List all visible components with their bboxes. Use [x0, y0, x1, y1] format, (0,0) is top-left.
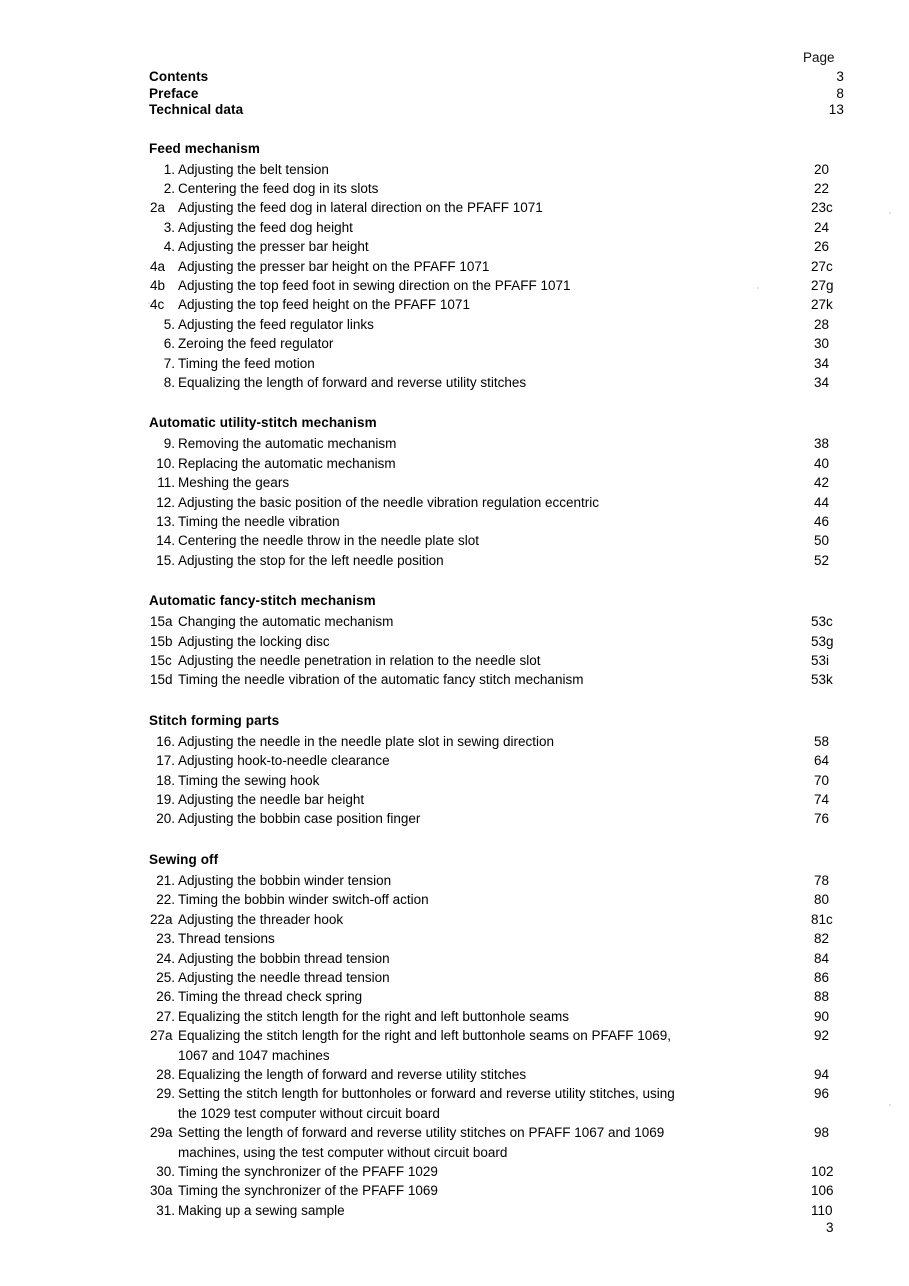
section-heading: Automatic fancy-stitch mechanism: [149, 593, 376, 609]
toc-entry-page-number: 40: [814, 455, 830, 471]
toc-entry-number: 19.: [156, 792, 175, 808]
toc-section: [149, 141, 849, 393]
toc-entry-number: 1.: [163, 161, 175, 177]
toc-entry-page-number: 84: [814, 950, 830, 966]
toc-entry-number: 2a: [150, 200, 166, 216]
toc-entry-number: 27.: [156, 1008, 175, 1024]
toc-entry-title: Zeroing the feed regulator: [178, 336, 334, 352]
toc-entry[interactable]: [149, 1123, 849, 1162]
toc-entry-page-number: 88: [814, 989, 830, 1005]
toc-entry-page-number: 78: [814, 872, 830, 888]
toc-entry-title: Adjusting the needle penetration in relation to the needle slot: [178, 653, 541, 669]
toc-entry[interactable]: [149, 160, 849, 179]
toc-entry-number: 21.: [156, 872, 175, 888]
toc-entry-number: 23.: [156, 931, 175, 947]
toc-entry-title: Setting the stitch length for buttonholes or forward and reverse utility stitches, using the 1029 test computer without circuit board: [178, 1086, 675, 1121]
toc-entry-title: Adjusting the top feed foot in sewing direction on the PFAFF 1071: [178, 277, 571, 293]
toc-entry[interactable]: [149, 1007, 849, 1026]
toc-entry[interactable]: [149, 512, 849, 531]
toc-entry[interactable]: [149, 334, 849, 353]
toc-entry-number: 17.: [156, 753, 175, 769]
toc-entry-number: 15b: [150, 633, 173, 649]
toc-entry[interactable]: [149, 531, 849, 550]
toc-entry-title: Equalizing the length of forward and reverse utility stitches: [178, 1066, 527, 1082]
toc-entry[interactable]: [149, 670, 849, 689]
toc-entry[interactable]: [149, 732, 849, 751]
toc-entry-title: Replacing the automatic mechanism: [178, 455, 396, 471]
toc-entry-title: Equalizing the stitch length for the right and left buttonhole seams on PFAFF 1069, 1067 and 1047 machines: [178, 1028, 672, 1063]
toc-entry-page-number: 110: [811, 1202, 833, 1218]
section-heading: Feed mechanism: [149, 140, 260, 156]
front-matter-row[interactable]: [149, 102, 849, 119]
toc-entry-page-number: 106: [811, 1183, 834, 1199]
toc-entry-page-number: 34: [814, 374, 830, 390]
toc-entry-page-number: 53i: [811, 653, 830, 669]
toc-entry-page-number: 38: [814, 436, 830, 452]
toc-entry-page-number: 96: [814, 1086, 830, 1102]
toc-entry-title: Timing the needle vibration: [178, 514, 340, 529]
toc-entry-number: 25.: [156, 969, 175, 985]
toc-entry-title: Adjusting the needle thread tension: [178, 969, 390, 985]
toc-entry-page-number: 102: [811, 1163, 834, 1179]
page-column-label: Page: [803, 50, 835, 65]
toc-entry-number: 12.: [156, 494, 175, 510]
toc-entry-number: 3.: [163, 219, 175, 235]
toc-entry-number: 16.: [156, 733, 175, 749]
toc-entry-page-number: 70: [814, 772, 830, 788]
toc-entry-number: 22.: [156, 892, 175, 908]
toc-entry-page-number: 27g: [811, 277, 834, 293]
toc-entry-number: 27a: [150, 1028, 173, 1044]
section-entry-list: [149, 434, 849, 570]
toc-entry-title: Adjusting the locking disc: [178, 633, 330, 649]
toc-entry[interactable]: [149, 871, 849, 890]
section-entry-list: [149, 732, 849, 829]
toc-entry-number: 14.: [156, 533, 175, 549]
toc-entry[interactable]: [149, 237, 849, 256]
toc-entry-number: 18.: [156, 772, 175, 788]
scan-speckle: [889, 212, 891, 214]
toc-entry-page-number: 20: [814, 161, 830, 177]
toc-entry-page-number: 50: [814, 533, 830, 549]
toc-entry[interactable]: [149, 929, 849, 948]
toc-entry[interactable]: [149, 632, 849, 651]
toc-entry[interactable]: [149, 295, 849, 314]
toc-entry[interactable]: [149, 315, 849, 334]
toc-entry-title: Adjusting the feed dog height: [178, 219, 353, 235]
toc-entry-title: Equalizing the length of forward and reverse utility stitches: [178, 374, 527, 390]
toc-entry-number: 29.: [156, 1086, 175, 1102]
toc-entry-page-number: 44: [814, 494, 830, 510]
toc-entry-page-number: 74: [814, 792, 830, 808]
toc-entry[interactable]: [149, 354, 849, 373]
toc-entry-number: 28.: [156, 1066, 175, 1082]
toc-entry-page-number: 22: [814, 180, 830, 196]
toc-entry-title: Adjusting the belt tension: [178, 161, 329, 177]
toc-entry-page-number: 86: [814, 969, 830, 985]
toc-entry-page-number: 52: [814, 552, 830, 568]
front-matter-page-number: 13: [828, 102, 844, 117]
toc-entry-page-number: 58: [814, 733, 830, 749]
toc-entry-page-number: 80: [814, 892, 830, 908]
toc-entry-number: 5.: [163, 316, 175, 332]
toc-entry-number: 2.: [163, 180, 175, 196]
front-matter-title: Contents: [149, 69, 209, 84]
toc-entry-number: 6.: [163, 336, 175, 352]
toc-entry[interactable]: [149, 276, 849, 295]
toc-entry-title: Timing the thread check spring: [178, 989, 363, 1005]
toc-entry[interactable]: [149, 987, 849, 1006]
toc-entry[interactable]: [149, 179, 849, 198]
toc-entry-number: 15.: [156, 552, 175, 568]
toc-entry-title: Adjusting the needle in the needle plate slot in sewing direction: [178, 733, 555, 749]
toc-entry-number: 9.: [163, 436, 175, 452]
toc-entry-title: Adjusting the top feed height on the PFAFF 1071: [178, 297, 470, 313]
toc-entry-page-number: 27c: [811, 258, 833, 274]
front-matter-page-number: 3: [836, 69, 844, 84]
toc-entry-page-number: 82: [814, 931, 830, 947]
toc-entry[interactable]: [149, 373, 849, 392]
toc-entry[interactable]: [149, 751, 849, 770]
toc-entry-number: 4.: [163, 239, 175, 255]
toc-entry-title: Adjusting the needle bar height: [178, 792, 365, 808]
section-heading: Sewing off: [149, 851, 219, 867]
toc-entry-page-number: 53k: [811, 672, 833, 688]
toc-entry-title: Timing the feed motion: [178, 355, 315, 371]
toc-entry-title: Meshing the gears: [178, 475, 290, 491]
toc-entry-page-number: 53g: [811, 633, 834, 649]
toc-entry-page-number: 34: [814, 355, 830, 371]
toc-entry-title: Adjusting the feed regulator links: [178, 316, 374, 332]
toc-entry-number: 7.: [163, 355, 175, 371]
toc-section: [149, 852, 849, 1220]
toc-entry-page-number: 94: [814, 1066, 830, 1082]
toc-entry[interactable]: [149, 809, 849, 828]
section-entry-list: [149, 612, 849, 690]
section-heading: Stitch forming parts: [149, 712, 280, 728]
front-matter-title: Technical data: [149, 102, 244, 117]
toc-entry[interactable]: [149, 968, 849, 987]
toc-entry-title: Making up a sewing sample: [178, 1202, 345, 1218]
toc-entry-title: Adjusting the bobbin case position finger: [178, 811, 421, 827]
toc-section: [149, 713, 849, 829]
toc-entry-page-number: 90: [814, 1008, 830, 1024]
toc-entry[interactable]: [149, 218, 849, 237]
toc-entry[interactable]: [149, 1084, 849, 1123]
toc-entry-number: 8.: [163, 374, 175, 390]
toc-entry-number: 31.: [156, 1202, 175, 1218]
toc-sections: [149, 141, 849, 1221]
section-entry-list: [149, 160, 849, 393]
toc-entry[interactable]: [149, 454, 849, 473]
toc-entry-page-number: 26: [814, 239, 830, 255]
toc-entry-title: Timing the needle vibration of the automatic fancy stitch mechanism: [178, 672, 584, 688]
toc-entry[interactable]: [149, 434, 849, 453]
toc-entry[interactable]: [149, 1181, 849, 1200]
toc-entry-page-number: 64: [814, 753, 830, 769]
scan-speckle: [889, 1104, 891, 1106]
toc-entry-number: 13.: [156, 514, 175, 529]
toc-body: [149, 50, 849, 1220]
toc-entry[interactable]: [149, 473, 849, 492]
toc-entry[interactable]: [149, 651, 849, 670]
toc-entry[interactable]: [149, 493, 849, 512]
toc-entry-title: Centering the feed dog in its slots: [178, 180, 379, 196]
toc-entry-number: 10.: [156, 455, 175, 471]
section-heading: Automatic utility-stitch mechanism: [149, 415, 377, 431]
toc-entry-page-number: 27k: [811, 297, 833, 313]
toc-entry[interactable]: [149, 1201, 849, 1220]
toc-entry-title: Adjusting the presser bar height on the PFAFF 1071: [178, 258, 490, 274]
toc-entry-number: 15a: [150, 614, 173, 630]
toc-entry-title: Timing the synchronizer of the PFAFF 1069: [178, 1183, 438, 1199]
toc-entry-title: Adjusting the basic position of the needle vibration regulation eccentric: [178, 494, 600, 510]
toc-entry[interactable]: [149, 257, 849, 276]
toc-entry-title: Changing the automatic mechanism: [178, 614, 394, 630]
toc-entry-number: 30a: [150, 1183, 173, 1199]
toc-entry-page-number: 98: [814, 1125, 830, 1141]
toc-entry-page-number: 92: [814, 1028, 830, 1044]
section-entry-list: [149, 871, 849, 1220]
toc-entry-page-number: 53c: [811, 614, 833, 630]
toc-entry-number: 30.: [156, 1163, 175, 1179]
toc-entry-title: Equalizing the stitch length for the right and left buttonhole seams: [178, 1008, 569, 1024]
toc-entry-title: Thread tensions: [178, 931, 275, 947]
toc-entry-title: Centering the needle throw in the needle plate slot: [178, 533, 479, 549]
toc-entry[interactable]: [149, 790, 849, 809]
toc-entry[interactable]: [149, 771, 849, 790]
toc-entry-title: Timing the sewing hook: [178, 772, 320, 788]
toc-entry-number: 29a: [150, 1125, 173, 1141]
toc-entry-page-number: 42: [814, 475, 830, 491]
toc-entry-number: 15c: [150, 653, 172, 669]
toc-entry-title: Timing the synchronizer of the PFAFF 1029: [178, 1163, 438, 1179]
toc-entry-title: Setting the length of forward and reverse utility stitches on PFAFF 1067 and 1069 machines, using the test computer without circuit board: [178, 1125, 665, 1160]
toc-entry-number: 22a: [150, 911, 173, 927]
toc-entry-title: Timing the bobbin winder switch-off action: [178, 892, 429, 908]
toc-section: [149, 593, 849, 690]
toc-entry-title: Adjusting the presser bar height: [178, 239, 369, 255]
front-matter-title: Preface: [149, 85, 199, 101]
toc-entry[interactable]: [149, 1162, 849, 1181]
toc-entry-page-number: 30: [814, 336, 830, 352]
toc-entry-page-number: 81c: [811, 911, 833, 927]
toc-entry[interactable]: [149, 1065, 849, 1084]
toc-entry[interactable]: [149, 890, 849, 909]
toc-entry[interactable]: [149, 551, 849, 570]
front-matter-row[interactable]: [149, 86, 849, 103]
front-matter-row[interactable]: [149, 69, 849, 86]
toc-entry-number: 11.: [157, 475, 175, 491]
toc-entry-title: Adjusting hook-to-needle clearance: [178, 753, 390, 769]
toc-entry[interactable]: [149, 612, 849, 631]
toc-entry-title: Adjusting the bobbin thread tension: [178, 950, 390, 966]
toc-entry-number: 26.: [156, 989, 175, 1005]
toc-entry-number: 4a: [150, 258, 166, 274]
toc-entry-title: Adjusting the bobbin winder tension: [178, 872, 392, 888]
toc-entry-number: 20.: [156, 811, 175, 827]
front-matter-page-number: 8: [836, 85, 844, 101]
toc-entry-title: Adjusting the feed dog in lateral direction on the PFAFF 1071: [178, 200, 543, 216]
toc-entry[interactable]: [149, 1026, 849, 1065]
toc-entry-title: Adjusting the threader hook: [178, 911, 344, 927]
toc-entry-title: Removing the automatic mechanism: [178, 436, 397, 452]
toc-entry-page-number: 23c: [811, 200, 833, 216]
front-matter-list: [149, 69, 849, 119]
toc-entry-page-number: 28: [814, 316, 830, 332]
toc-entry[interactable]: [149, 910, 849, 929]
toc-entry-number: 24.: [156, 950, 175, 966]
toc-entry-number: 4b: [150, 277, 166, 293]
toc-entry-title: Adjusting the stop for the left needle position: [178, 552, 444, 568]
toc-entry[interactable]: [149, 198, 849, 217]
toc-entry-page-number: 76: [814, 811, 830, 827]
toc-entry-number: 4c: [150, 297, 165, 313]
toc-entry-page-number: 46: [814, 514, 830, 529]
toc-entry-page-number: 24: [814, 219, 830, 235]
toc-section: [149, 415, 849, 570]
toc-entry[interactable]: [149, 949, 849, 968]
page-folio: 3: [826, 1220, 834, 1235]
toc-entry-number: 15d: [150, 672, 173, 688]
